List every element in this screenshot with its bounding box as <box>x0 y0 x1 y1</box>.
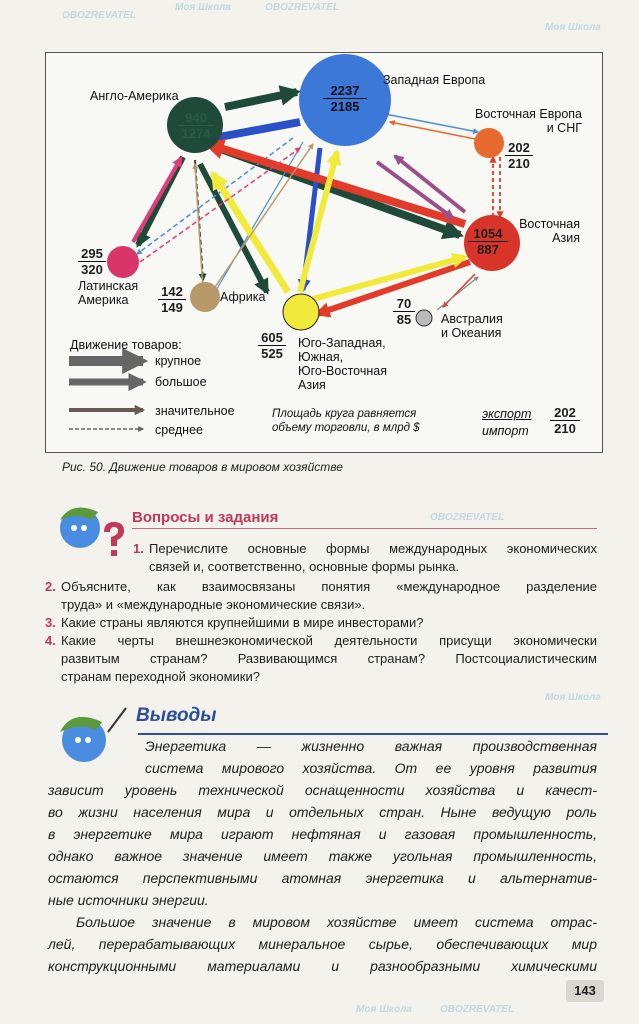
label-eastern-europe: Восточная Европа и СНГ <box>474 107 582 135</box>
legend-label-big: большое <box>155 375 207 389</box>
label-africa: Африка <box>220 290 266 304</box>
label-east-asia: Восточная Азия <box>519 217 580 245</box>
question-number: 2. <box>45 579 56 594</box>
conclusion-line: в энергетике мира играют нефтяная и газовая промышленность, <box>48 826 597 842</box>
conclusion-line: остаются перспективными атомная энергетика и альтернатив- <box>48 870 597 886</box>
conclusion-line: конструкционными материалами и разнообразными химическими <box>48 958 597 974</box>
watermark: OBOZREVATEL <box>62 10 137 21</box>
question-line: связей и, соответственно, основные формы рынка. <box>149 559 460 574</box>
questions-heading: Вопросы и задания <box>132 509 279 526</box>
latin-america-values: 295 320 <box>78 246 106 277</box>
question-line: странам переходной экономики? <box>61 669 260 684</box>
legend-import-label: импорт <box>482 424 529 438</box>
legend-label-large: крупное <box>155 354 202 368</box>
conclusion-line: однако важное значение имеет также угольная промышленность, <box>48 848 597 864</box>
conclusion-line: лей, перерабатывающих минеральное сырье, обеспечивающих мир <box>48 936 597 952</box>
legend-label-medium: среднее <box>155 423 203 437</box>
conclusion-line: во жизни населения мира и отдельных стран. Ныне ведущую роль <box>48 804 597 820</box>
conclusion-line: зависит уровень технической оснащенности хозяйства и качест- <box>48 782 597 798</box>
arrow-australia-to-easia <box>437 277 478 310</box>
conclusion-line: система мирового хозяйства. От ее уровня развития <box>145 760 597 776</box>
arrow-africa-to-anglo <box>195 164 203 290</box>
question-line: труда» и «международные экономические связи». <box>61 597 366 612</box>
question-line: Какие черты внешнеэкономической деятельности присущи экономически <box>61 633 597 648</box>
conclusions-heading: Выводы <box>136 705 217 726</box>
western-europe-values: 2237 2185 <box>323 83 367 114</box>
legend-sample-values: 202 210 <box>550 405 580 436</box>
arrow-latam-to-anglo <box>133 158 181 242</box>
circle-africa <box>190 282 220 312</box>
question-number: 1. <box>133 541 144 556</box>
globe-mascot-question-icon <box>52 498 132 558</box>
label-anglo-america: Англо-Америка <box>90 89 179 103</box>
watermark: OBOZREVATEL <box>430 512 505 523</box>
legend-arrows <box>69 361 143 429</box>
legend-title: Движение товаров: <box>70 338 182 352</box>
question-line: Объясните, как взаимосвязаны понятия «международное разделение <box>61 579 597 594</box>
conclusions-divider <box>138 733 608 735</box>
arrow-anglo-to-weurope <box>225 92 297 107</box>
watermark: Моя Школа <box>175 2 231 13</box>
question-number: 3. <box>45 615 56 630</box>
label-western-europe: Западная Европа <box>383 73 486 87</box>
watermark: Моя Школа <box>545 692 601 703</box>
watermark: OBOZREVATEL <box>440 1004 515 1015</box>
africa-values: 142 149 <box>158 284 186 315</box>
conclusion-line: Энергетика — жизненно важная производственная <box>145 738 597 754</box>
conclusion-line: Большое значение в мировом хозяйстве имеет система отрас- <box>76 914 597 930</box>
eastern-europe-values: 202 210 <box>505 140 533 171</box>
arrow-sw-asia-to-easia <box>313 257 465 299</box>
question-line: Перечислите основные формы международных экономических <box>149 541 597 556</box>
legend-label-significant: значительное <box>155 404 235 418</box>
label-australia: Австралия и Океания <box>441 312 503 340</box>
watermark: OBOZREVATEL <box>265 2 340 13</box>
watermark: Моя Школа <box>545 22 601 33</box>
anglo-america-values: 940 1274 <box>178 110 214 141</box>
figure-caption: Рис. 50. Движение товаров в мировом хозяйстве <box>62 460 343 474</box>
circle-sw-asia <box>283 294 319 330</box>
arrow-anglo-to-sw-asia <box>200 164 267 292</box>
conclusion-line: ные источники энергии. <box>48 892 209 908</box>
australia-values: 70 85 <box>393 296 415 327</box>
east-asia-values: 1054 887 <box>468 226 508 257</box>
circle-latin-america <box>107 246 139 278</box>
legend-export-label: экспорт <box>482 407 532 421</box>
label-latin-america: Латинская Америка <box>78 279 139 307</box>
watermark: Моя Школа <box>356 1004 412 1015</box>
circle-australia <box>416 310 432 326</box>
question-line: Какие страны являются крупнейшими в мире инвесторами? <box>61 615 424 630</box>
globe-mascot-conclusions-icon <box>50 702 130 772</box>
page-number: 143 <box>566 980 604 1002</box>
questions-divider <box>132 528 597 529</box>
label-sw-asia: Юго-Западная, Южная, Юго-Восточная Азия <box>298 336 387 392</box>
sw-asia-values: 605 525 <box>258 330 286 361</box>
question-line: развитым странам? Развивающимся странам? Постсоциалистическим <box>61 651 597 666</box>
question-number: 4. <box>45 633 56 648</box>
legend-note: Площадь круга равняется объему торговли, в млрд $ <box>272 408 420 434</box>
